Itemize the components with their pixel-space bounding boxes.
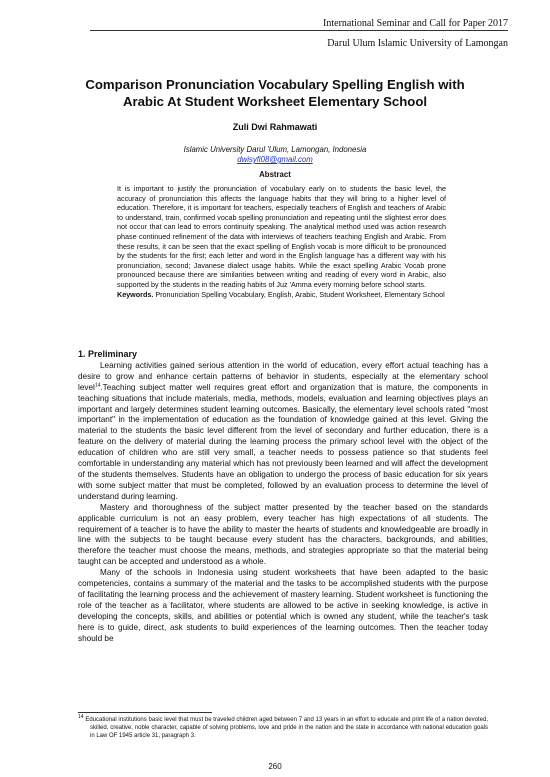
page-number: 260 [268,762,282,771]
section-preliminary [78,349,488,644]
abstract-heading: Abstract [259,170,291,179]
university-name: Darul Ulum Islamic University of Lamongan [327,38,508,49]
keywords-label: Keywords. [117,289,154,299]
section-title: 1. Preliminary [78,349,138,359]
author-name: Zuli Dwi Rahmawati [232,122,318,132]
paragraph-2: Mastery and thoroughness of the subject matter presented by the teacher based on the standards applicable curriculum is not an easy problem, every teacher has high expectations of all students. The requirement of a teacher is to have the ability to master the hearts of students and knowledgeable are broadly in line with the subjects to be taught because every student has the characters, backgrounds, and abilities, therefore the teacher must choose the means, methods, and strategies appropriate so that the material being taught can be accepted and understood as a whole. [78,502,488,567]
abstract-block [117,184,446,299]
author-affiliation-block [0,145,550,165]
conference-name: International Seminar and Call for Paper 2017 [323,18,508,29]
footnote-ref[interactable]: 14 [94,381,101,388]
footnote [78,716,488,740]
keywords-list: Pronunciation Spelling Vocabulary, English, Arabic, Student Worksheet, Elementary School [153,289,445,299]
paragraph-3: Many of the schools in Indonesia using student worksheets that have been adapted to the basic competencies, contains a summary of the material and the tasks to be accomplished students with the purpose of facilitating the learning process and the achievement of mastery learning. Student worksheet is functioning the role of the teacher as a facilitator, where students are allowed to be active in seeking knowledge, is active in developing the concepts, skills, and abilities or potential which is owned any student, while the teacher's task here is to guide, direct, ask students to build experiences of the learning outcomes. Then the teacher today should be [78,568,488,643]
header-rule [90,30,508,31]
affiliation: Islamic University Darul 'Ulum, Lamongan, Indonesia [183,145,367,154]
footnote-text: Educational institutions basic level that must be traveled children aged between 7 and 13 years in an effort to educate and print life of a nation devoted, skilled, creative, noble character, capable of solving problems, love and pride in the nation and the state in accordance with national education goals in Law OF 1945 article 31, paragraph 3. [83,717,488,739]
paper-title: Comparison Pronunciation Vocabulary Spelling English with Arabic At Student Worksheet Elementary School [85,77,465,109]
email-link[interactable]: dwisyfi08@gmail.com [237,155,313,164]
running-header [323,14,508,54]
footnote-number: 14 [78,714,84,720]
paragraph-1: Learning activities gained serious attention in the world of education, every effort actual teaching has a desire to grow and enhance certain patterns of behavior in students, especially at the elementary school level$^{14}$.Teaching subject matter well requires great effort and organization that is mature, the components in teaching situations that include materials, media, methods, models, evaluation and learning objectives plays an important and largely determines student learning outcomes. Basically, the elementary level schools rated "most important" in the implementation of education as the foundation of knowledge gained at this level. Giving the material to the students the basic level different from the level of secondary and further education, there is a feature on the delivery of material during the learning process the primary school level with the object of the education of children who are still very small, a teacher needs to possess patience so that students feel comfortable in understanding any material which has not previously been learned and will affect the development of the students themselves. Students have an obligation to undergo the process of basic education for six years with some subject matter that must be completed, followed by an evaluation process to determine the level of understand during learning. [78,360,488,501]
abstract-body: It is important to justify the pronunciation of vocabulary early on to students the basic level, the accuracy of pronunciation this affects the language habits that they will bring to a higher level of education. Therefore, it is important for teachers, especially teachers of English and teachers of Arabic to understand, train, confirmed vocab spelling pronunciation and repeating until the slightest error does not occur that can lead to errors continuity speaking. The analytical method used was action research phase continued refinement of the data with interviews of teachers teaching English and Arabic. From these results, it can be seen that the exact spelling of English vocab is more difficult to be pronounced by the students for the first; each letter and word in the English language has a different way with his pronunciation, second; Javanese dialect usage habits. While the exact spelling Arabic Vocab prone pronounced because there are similarities between writing and reading of every word in Arabic, also supported by the students in the reading habits of Juz 'Amma every morning before school starts. [117,184,446,289]
footnote-rule [78,712,212,713]
